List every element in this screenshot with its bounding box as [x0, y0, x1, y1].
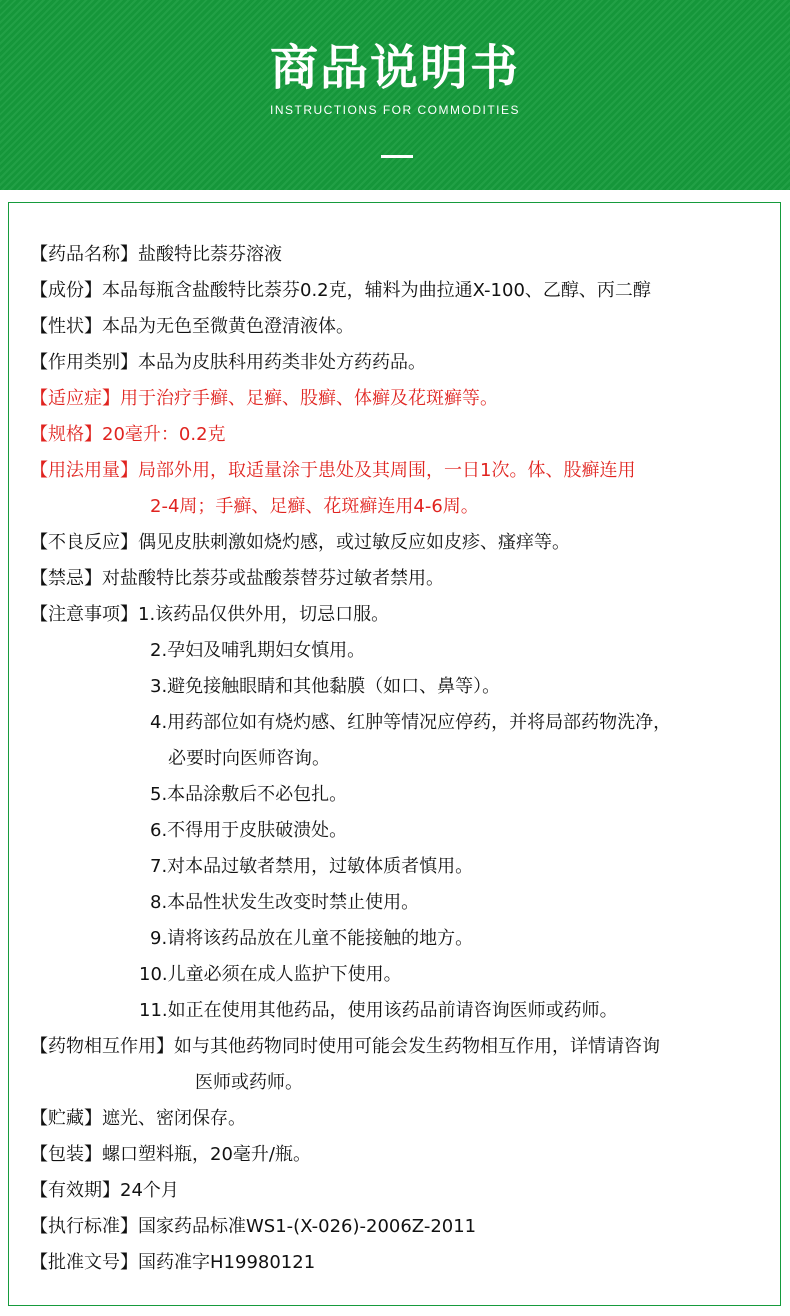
precautions-line-11: 11.如正在使用其他药品，使用该药品前请咨询医师或药师。 — [139, 1000, 618, 1021]
precautions-line-10: 10.儿童必须在成人监护下使用。 — [139, 964, 402, 985]
precautions-line-9: 9.请将该药品放在儿童不能接触的地方。 — [150, 928, 474, 949]
page-subtitle: INSTRUCTIONS FOR COMMODITIES — [270, 103, 520, 117]
package-line: 【包装】螺口塑料瓶，20毫升/瓶。 — [30, 1144, 311, 1165]
validity-line: 【有效期】24个月 — [30, 1180, 179, 1201]
dosage-line-1: 【用法用量】局部外用，取适量涂于患处及其周围，一日1次。体、股癣连用 — [30, 460, 636, 481]
standard-line: 【执行标准】国家药品标准WS1-(X-026)-2006Z-2011 — [30, 1216, 477, 1237]
precautions-line-3: 3.避免接触眼睛和其他黏膜（如口、鼻等）。 — [150, 676, 501, 697]
precautions-line-1: 【注意事项】1.该药品仅供外用，切忌口服。 — [30, 604, 390, 625]
precautions-line-4: 4.用药部位如有烧灼感、红肿等情况应停药，并将局部药物洗净， — [150, 712, 672, 733]
interactions-line-2: 医师或药师。 — [195, 1072, 303, 1093]
precautions-line-5: 5.本品涂敷后不必包扎。 — [150, 784, 348, 805]
adverse-reactions-line: 【不良反应】偶见皮肤刺激如烧灼感，或过敏反应如皮疹、瘙痒等。 — [30, 532, 570, 553]
interactions-line-1: 【药物相互作用】如与其他药物同时使用可能会发生药物相互作用，详情请咨询 — [30, 1036, 660, 1057]
specification-line: 【规格】20毫升：0.2克 — [30, 424, 226, 445]
precautions-line-8: 8.本品性状发生改变时禁止使用。 — [150, 892, 420, 913]
drug-name-line: 【药品名称】盐酸特比萘芬溶液 — [30, 244, 282, 265]
appearance-line: 【性状】本品为无色至微黄色澄清液体。 — [30, 316, 354, 337]
precautions-line-4-cont: 必要时向医师咨询。 — [168, 748, 330, 769]
precautions-line-6: 6.不得用于皮肤破溃处。 — [150, 820, 348, 841]
precautions-line-2: 2.孕妇及哺乳期妇女慎用。 — [150, 640, 366, 661]
category-line: 【作用类别】本品为皮肤科用药类非处方药药品。 — [30, 352, 426, 373]
ingredients-line: 【成份】本品每瓶含盐酸特比萘芬0.2克，辅料为曲拉通X-100、乙醇、丙二醇 — [30, 280, 651, 301]
dosage-line-2: 2-4周；手癣、足癣、花斑癣连用4-6周。 — [150, 496, 479, 517]
approval-number-line: 【批准文号】国药准字H19980121 — [30, 1252, 316, 1273]
precautions-line-7: 7.对本品过敏者禁用，过敏体质者慎用。 — [150, 856, 474, 877]
storage-line: 【贮藏】遮光、密闭保存。 — [30, 1108, 246, 1129]
page-title: 商品说明书 — [269, 40, 520, 96]
contraindications-line: 【禁忌】对盐酸特比萘芬或盐酸萘替芬过敏者禁用。 — [30, 568, 444, 589]
indications-line: 【适应症】用于治疗手癣、足癣、股癣、体癣及花斑癣等。 — [30, 388, 498, 409]
